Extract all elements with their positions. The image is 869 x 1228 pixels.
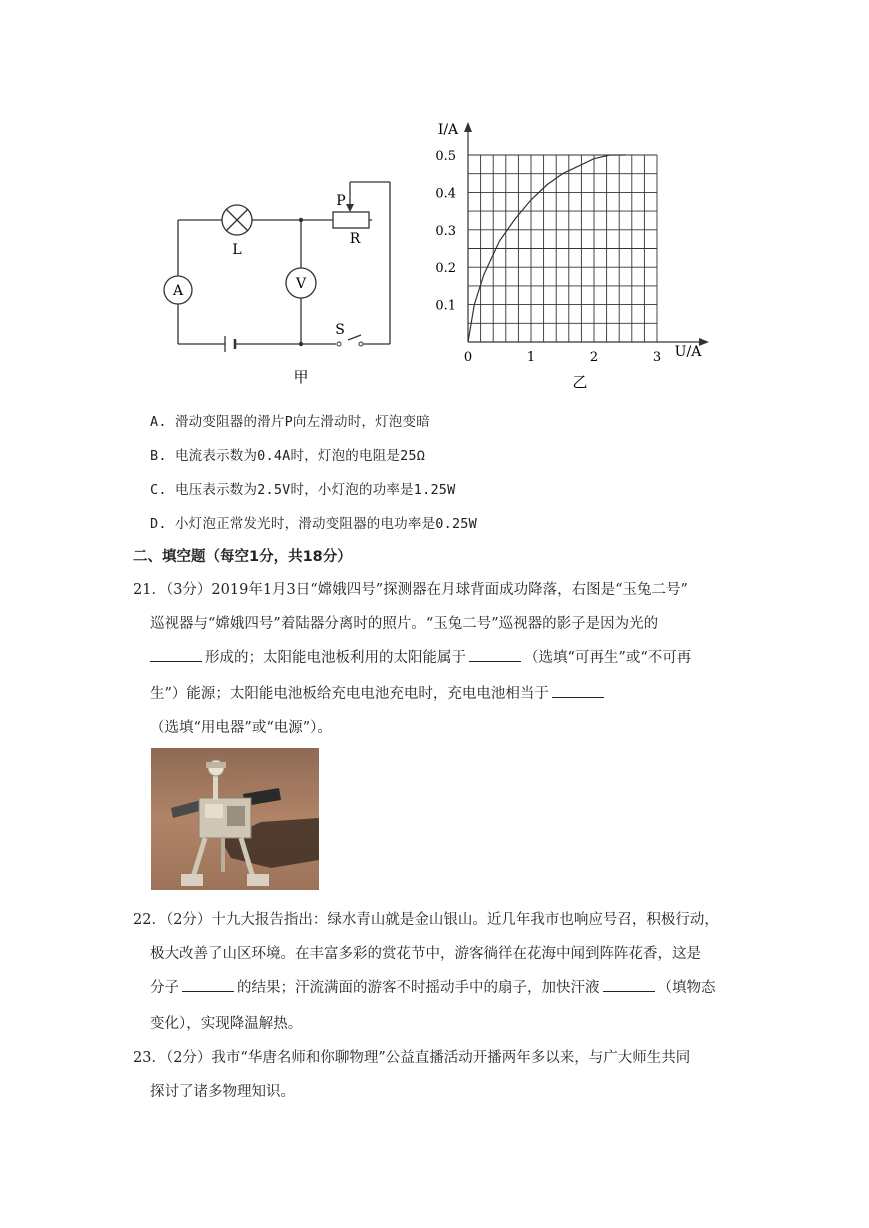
q21-line-2: 巡视器与“嫦娥四号”着陆器分离时的照片。“玉兔二号”巡视器的影子是因为光的 [150, 616, 659, 632]
option-c: C. 电压表示数为2.5V时，小灯泡的功率是1.25W [150, 482, 456, 498]
x-tick-label: 3 [652, 350, 662, 365]
y-tick-label: 0.5 [435, 149, 456, 164]
y-tick-label: 0.3 [435, 223, 456, 239]
x-tick-label: 2 [589, 350, 599, 365]
q21-blank-1[interactable] [150, 647, 202, 662]
x-tick-label: 0 [463, 350, 473, 365]
y-tick-label: 0.4 [435, 186, 456, 202]
option-d: D. 小灯泡正常发光时，滑动变阻器的电功率是0.25W [150, 516, 477, 532]
y-tick-label: 0.2 [435, 261, 456, 277]
q21-blank-2[interactable] [469, 647, 521, 662]
q21-line-1: 21．（3分）2019年1月3日“嫦娥四号”探测器在月球背面成功降落，右图是“玉兔二号” [133, 582, 688, 598]
option-a: A. 滑动变阻器的滑片P向左滑动时，灯泡变暗 [150, 414, 430, 430]
q21-line-5: （选填“用电器”或“电源”）。 [150, 720, 332, 736]
q22-blank-1[interactable] [182, 977, 234, 992]
q22-blank-2[interactable] [603, 977, 655, 992]
graph-caption: 乙 [572, 373, 588, 391]
q23-line-1: 23．（2分）我市“华唐名师和你聊物理”公益直播活动开播两年多以来，与广大师生共同 [133, 1050, 691, 1066]
x-axis-label: U/A [674, 344, 702, 360]
iu-graph [420, 112, 720, 392]
circuit-caption: 甲 [293, 368, 309, 386]
q21-line-4: 生”）能源；太阳能电池板给充电电池充电时，充电电池相当于 [150, 682, 607, 703]
q22-line-1: 22．（2分）十九大报告指出：绿水青山就是金山银山。近几年我市也响应号召，积极行动， [133, 912, 719, 928]
rover-photo [151, 748, 319, 890]
graph-axes [464, 122, 709, 346]
lamp-label: L [232, 242, 242, 258]
q22-line-2: 极大改善了山区环境。在丰富多彩的赏花节中，游客徜徉在花海中闻到阵阵花香，这是 [150, 946, 701, 962]
y-tick-label: 0.1 [435, 298, 456, 314]
x-tick-label: 1 [526, 350, 536, 365]
voltmeter-label: V [295, 276, 307, 292]
q22-line-4: 变化），实现降温解热。 [150, 1016, 303, 1032]
q23-line-2: 探讨了诸多物理知识。 [150, 1084, 295, 1100]
q22-line-3: 分子 的结果；汗流满面的游客不时摇动手中的扇子，加快汗液 （填物态 [150, 976, 716, 997]
ammeter-label: A [172, 283, 184, 299]
circuit-diagram [150, 170, 410, 390]
q21-blank-3[interactable] [552, 683, 604, 698]
y-axis-label: I/A [437, 122, 459, 138]
section-title: 二、填空题（每空1分，共18分） [133, 549, 352, 565]
switch-label: S [335, 322, 345, 338]
option-b: B. 电流表示数为0.4A时，灯泡的电阻是25Ω [150, 448, 426, 464]
rheostat-label: R [349, 231, 361, 247]
y-axis-arrow [464, 122, 472, 132]
q21-line-3: 形成的；太阳能电池板利用的太阳能属于 （选填“可再生”或“不可再 [150, 646, 691, 667]
slider-label: P [336, 193, 346, 209]
